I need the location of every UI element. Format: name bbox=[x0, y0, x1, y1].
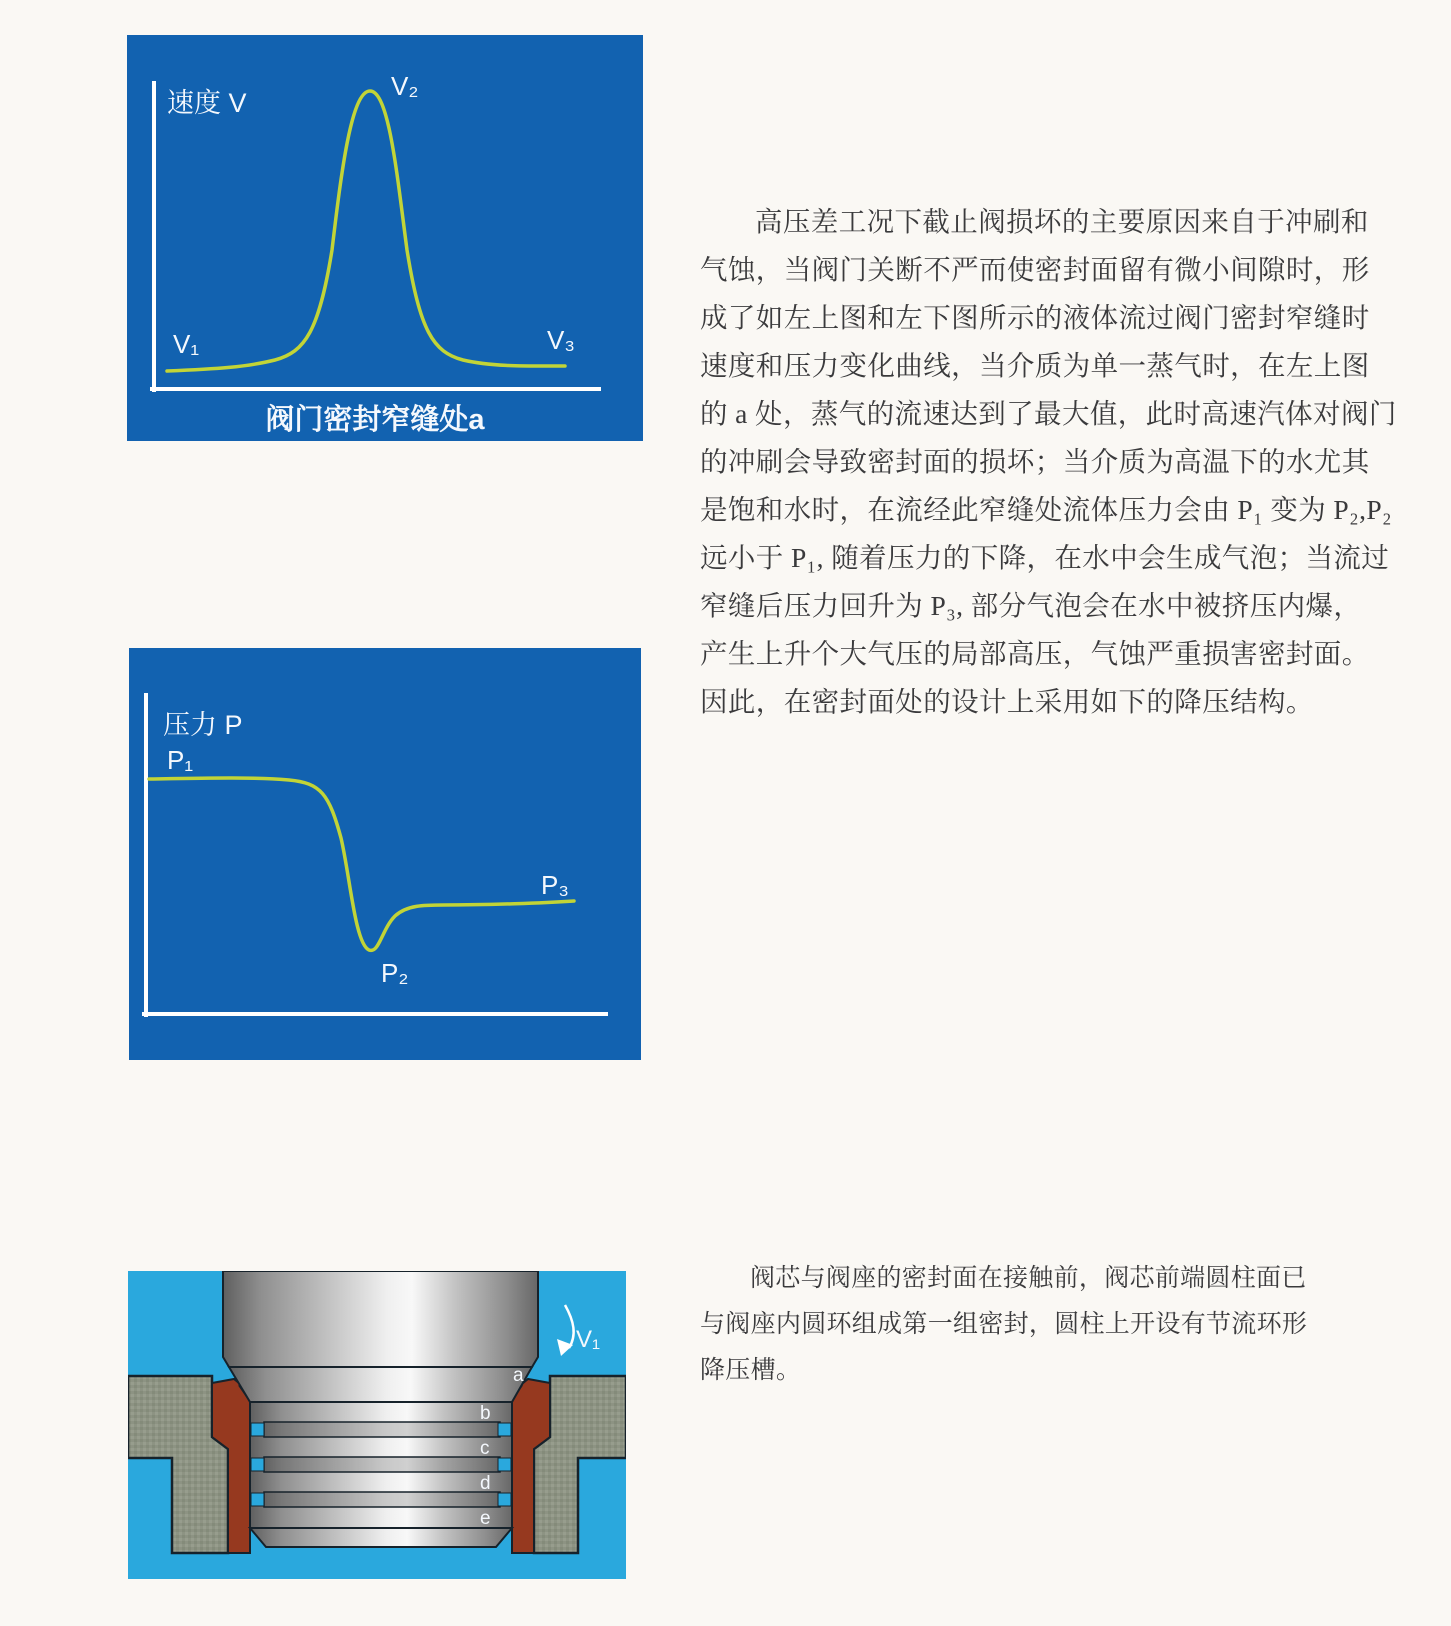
throttle-groove-3 bbox=[264, 1492, 500, 1507]
groove-gap-left-3 bbox=[251, 1493, 264, 1506]
paragraph-line: 是饱和水时，在流经此窄缝处流体压力会由 P₁ 变为 P₂,P₂ bbox=[700, 494, 1393, 525]
paragraph-seal-structure bbox=[700, 1256, 1340, 1394]
throttle-groove-2 bbox=[264, 1457, 500, 1472]
velocity-v1-label: V₁ bbox=[173, 329, 200, 359]
paragraph-line: 气蚀，当阀门关断不严而使密封面留有微小间隙时，形 bbox=[700, 254, 1370, 285]
groove-gap-right-1 bbox=[498, 1423, 511, 1436]
paragraph-line: 因此，在密封面处的设计上采用如下的降压结构。 bbox=[700, 686, 1314, 717]
groove-gap-left-2 bbox=[251, 1458, 264, 1471]
velocity-chart-caption: 阀门密封窄缝处a bbox=[265, 404, 485, 436]
valve-label-a: a bbox=[513, 1365, 524, 1386]
pressure-p1-label: P₁ bbox=[167, 745, 194, 775]
paragraph-line: 的 a 处，蒸气的流速达到了最大值，此时高速汽体对阀门 bbox=[700, 398, 1397, 429]
paragraph-line: 远小于 P₁, 随着压力的下降，在水中会生成气泡；当流过 bbox=[700, 542, 1390, 573]
valve-label-d: d bbox=[480, 1473, 491, 1494]
valve-label-c: c bbox=[480, 1438, 490, 1459]
valve-label-e: e bbox=[480, 1508, 491, 1529]
valve-label-b: b bbox=[480, 1403, 491, 1424]
valve-diagram-figure bbox=[128, 1271, 626, 1579]
paragraph-line: 的冲刷会导致密封面的损坏；当介质为高温下的水尤其 bbox=[700, 446, 1370, 477]
paragraph-line: 降压槽。 bbox=[700, 1357, 802, 1384]
flow-v1-label: V₁ bbox=[576, 1326, 601, 1353]
valve-plug-shoulder bbox=[229, 1367, 532, 1402]
paragraph-line: 阀芯与阀座的密封面在接触前，阀芯前端圆柱面已 bbox=[750, 1265, 1307, 1292]
valve-plug-upper-cylinder bbox=[223, 1271, 538, 1367]
paragraph-line: 高压差工况下截止阀损坏的主要原因来自于冲刷和 bbox=[755, 206, 1369, 237]
valve-plug-bottom-chamfer bbox=[250, 1528, 512, 1547]
velocity-chart-figure bbox=[127, 35, 643, 441]
groove-gap-left-1 bbox=[251, 1423, 264, 1436]
throttle-groove-1 bbox=[264, 1422, 500, 1437]
velocity-v3-label: V₃ bbox=[547, 325, 575, 355]
pressure-p3-label: P₃ bbox=[541, 870, 569, 900]
paragraph-line: 窄缝后压力回升为 P₃, 部分气泡会在水中被挤压内爆， bbox=[700, 590, 1362, 621]
velocity-v2-label: V₂ bbox=[391, 71, 419, 101]
paragraph-line: 与阀座内圆环组成第一组密封，圆柱上开设有节流环形 bbox=[700, 1311, 1308, 1338]
velocity-axis-label: 速度 V bbox=[167, 88, 247, 118]
paragraph-line: 成了如左上图和左下图所示的液体流过阀门密封窄缝时 bbox=[700, 302, 1370, 333]
pressure-chart-figure bbox=[129, 648, 641, 1060]
pressure-axis-label: 压力 P bbox=[163, 710, 243, 740]
paragraph-line: 速度和压力变化曲线，当介质为单一蒸气时，在左上图 bbox=[700, 350, 1370, 381]
groove-gap-right-2 bbox=[498, 1458, 511, 1471]
paragraph-line: 产生上升个大气压的局部高压，气蚀严重损害密封面。 bbox=[700, 638, 1370, 669]
groove-gap-right-3 bbox=[498, 1493, 511, 1506]
paragraph-cavitation-explanation bbox=[700, 198, 1397, 726]
pressure-p2-label: P₂ bbox=[381, 958, 409, 988]
